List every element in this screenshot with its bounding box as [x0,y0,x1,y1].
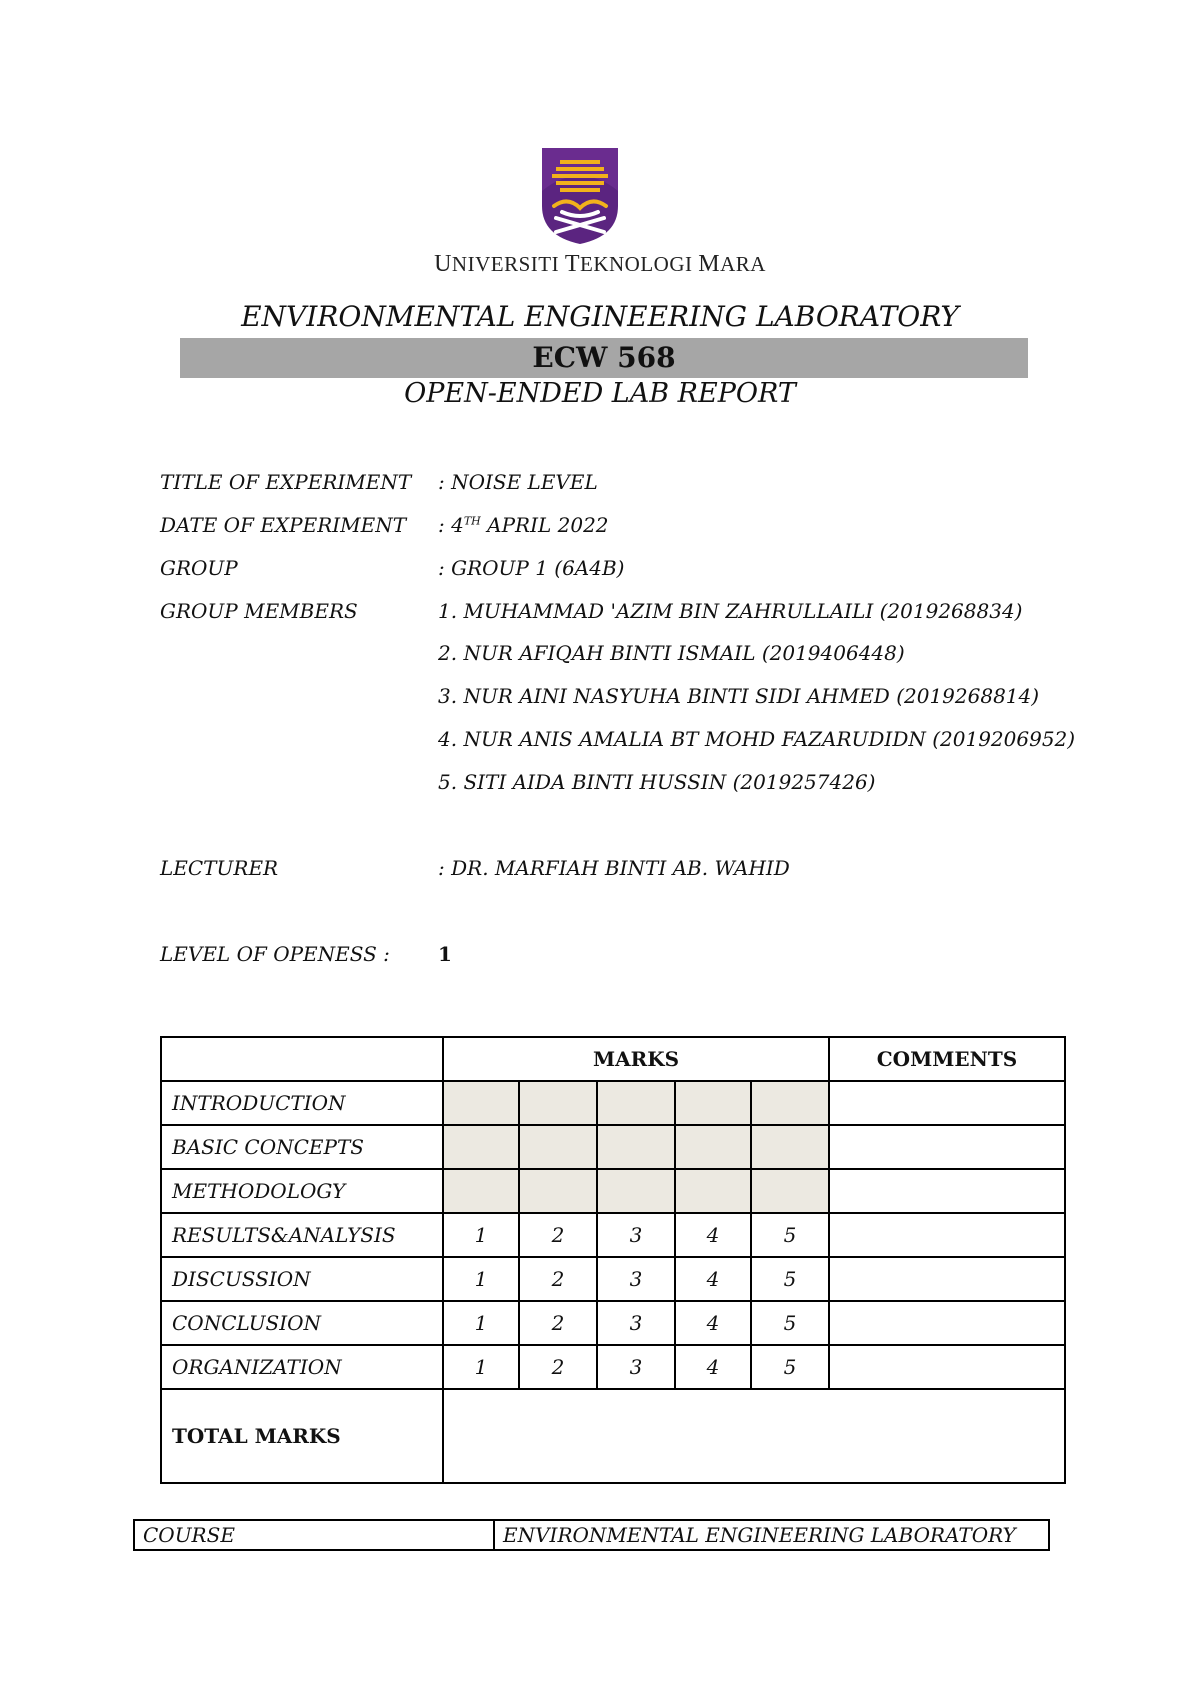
score-cell[interactable]: 2 [519,1213,597,1257]
score-cell[interactable]: 5 [751,1257,829,1301]
score-cell [443,1081,519,1125]
comment-cell[interactable] [829,1301,1065,1345]
uitm-crest-icon [540,146,620,246]
course-table [133,1519,1050,1551]
report-type: OPEN-ENDED LAB REPORT [404,378,796,409]
score-cell [675,1081,751,1125]
score-cell[interactable]: 3 [597,1213,675,1257]
score-cell[interactable]: 2 [519,1257,597,1301]
table-row [161,1169,1065,1213]
comment-cell[interactable] [829,1213,1065,1257]
total-row [161,1389,1065,1483]
table-row [161,1345,1065,1389]
score-cell [443,1125,519,1169]
score-cell[interactable]: 3 [597,1345,675,1389]
title-label: TITLE OF EXPERIMENT [160,470,412,494]
score-cell[interactable]: 2 [519,1301,597,1345]
score-cell[interactable]: 4 [675,1301,751,1345]
score-cell[interactable]: 2 [519,1345,597,1389]
table-cell [161,1037,443,1081]
score-cell [751,1081,829,1125]
marks-header: MARKS [443,1037,829,1081]
member-item: 3. NUR AINI NASYUHA BINTI SIDI AHMED (2019268814) [438,684,1040,708]
score-cell[interactable]: 5 [751,1345,829,1389]
score-cell[interactable]: 4 [675,1213,751,1257]
table-header-row [161,1037,1065,1081]
score-cell [443,1169,519,1213]
lab-title: ENVIRONMENTAL ENGINEERING LABORATORY [241,300,959,333]
criterion-label: ORGANIZATION [161,1345,443,1389]
member-item: 4. NUR ANIS AMALIA BT MOHD FAZARUDIDN (2019206952) [438,727,1076,751]
group-label: GROUP [160,556,238,580]
table-row [161,1081,1065,1125]
total-marks-label: TOTAL MARKS [161,1389,443,1483]
score-cell[interactable]: 1 [443,1257,519,1301]
title-value: : NOISE LEVEL [438,470,598,494]
score-cell[interactable]: 4 [675,1257,751,1301]
table-row [161,1257,1065,1301]
marks-table [160,1036,1066,1484]
criterion-label: CONCLUSION [161,1301,443,1345]
comment-cell[interactable] [829,1345,1065,1389]
score-cell[interactable]: 5 [751,1213,829,1257]
criterion-label: METHODOLOGY [161,1169,443,1213]
group-value: : GROUP 1 (6A4B) [438,556,625,580]
openess-value: 1 [438,942,452,966]
member-item: 1. MUHAMMAD 'AZIM BIN ZAHRULLAILI (2019268834) [438,599,1023,623]
course-label: COURSE [134,1520,494,1550]
score-cell[interactable]: 4 [675,1345,751,1389]
score-cell[interactable]: 1 [443,1213,519,1257]
score-cell[interactable]: 5 [751,1301,829,1345]
score-cell [519,1169,597,1213]
course-value: ENVIRONMENTAL ENGINEERING LABORATORY [494,1520,1049,1550]
members-label: GROUP MEMBERS [160,599,358,623]
score-cell [751,1169,829,1213]
score-cell[interactable]: 3 [597,1257,675,1301]
score-cell [519,1125,597,1169]
score-cell[interactable]: 1 [443,1301,519,1345]
lecturer-value: : DR. MARFIAH BINTI AB. WAHID [438,856,790,880]
comment-cell[interactable] [829,1081,1065,1125]
criterion-label: BASIC CONCEPTS [161,1125,443,1169]
course-row [134,1520,1049,1550]
table-row [161,1213,1065,1257]
university-name: UNIVERSITI TEKNOLOGI MARA [434,251,766,277]
criterion-label: INTRODUCTION [161,1081,443,1125]
criterion-label: RESULTS&ANALYSIS [161,1213,443,1257]
total-marks-cell[interactable] [443,1389,1065,1483]
comment-cell[interactable] [829,1169,1065,1213]
score-cell [675,1125,751,1169]
course-code: ECW 568 [532,341,676,374]
score-cell [597,1169,675,1213]
table-row [161,1125,1065,1169]
score-cell [597,1081,675,1125]
date-label: DATE OF EXPERIMENT [160,513,407,537]
score-cell [675,1169,751,1213]
table-row [161,1301,1065,1345]
lecturer-label: LECTURER [160,856,279,880]
member-item: 5. SITI AIDA BINTI HUSSIN (2019257426) [438,770,876,794]
score-cell[interactable]: 3 [597,1301,675,1345]
score-cell [597,1125,675,1169]
score-cell [751,1125,829,1169]
criterion-label: DISCUSSION [161,1257,443,1301]
openess-label: LEVEL OF OPENESS : [160,942,390,966]
comment-cell[interactable] [829,1125,1065,1169]
score-cell [519,1081,597,1125]
member-item: 2. NUR AFIQAH BINTI ISMAIL (2019406448) [438,641,905,665]
comment-cell[interactable] [829,1257,1065,1301]
date-value: : 4TH APRIL 2022 [438,513,609,537]
score-cell[interactable]: 1 [443,1345,519,1389]
comments-header: COMMENTS [829,1037,1065,1081]
